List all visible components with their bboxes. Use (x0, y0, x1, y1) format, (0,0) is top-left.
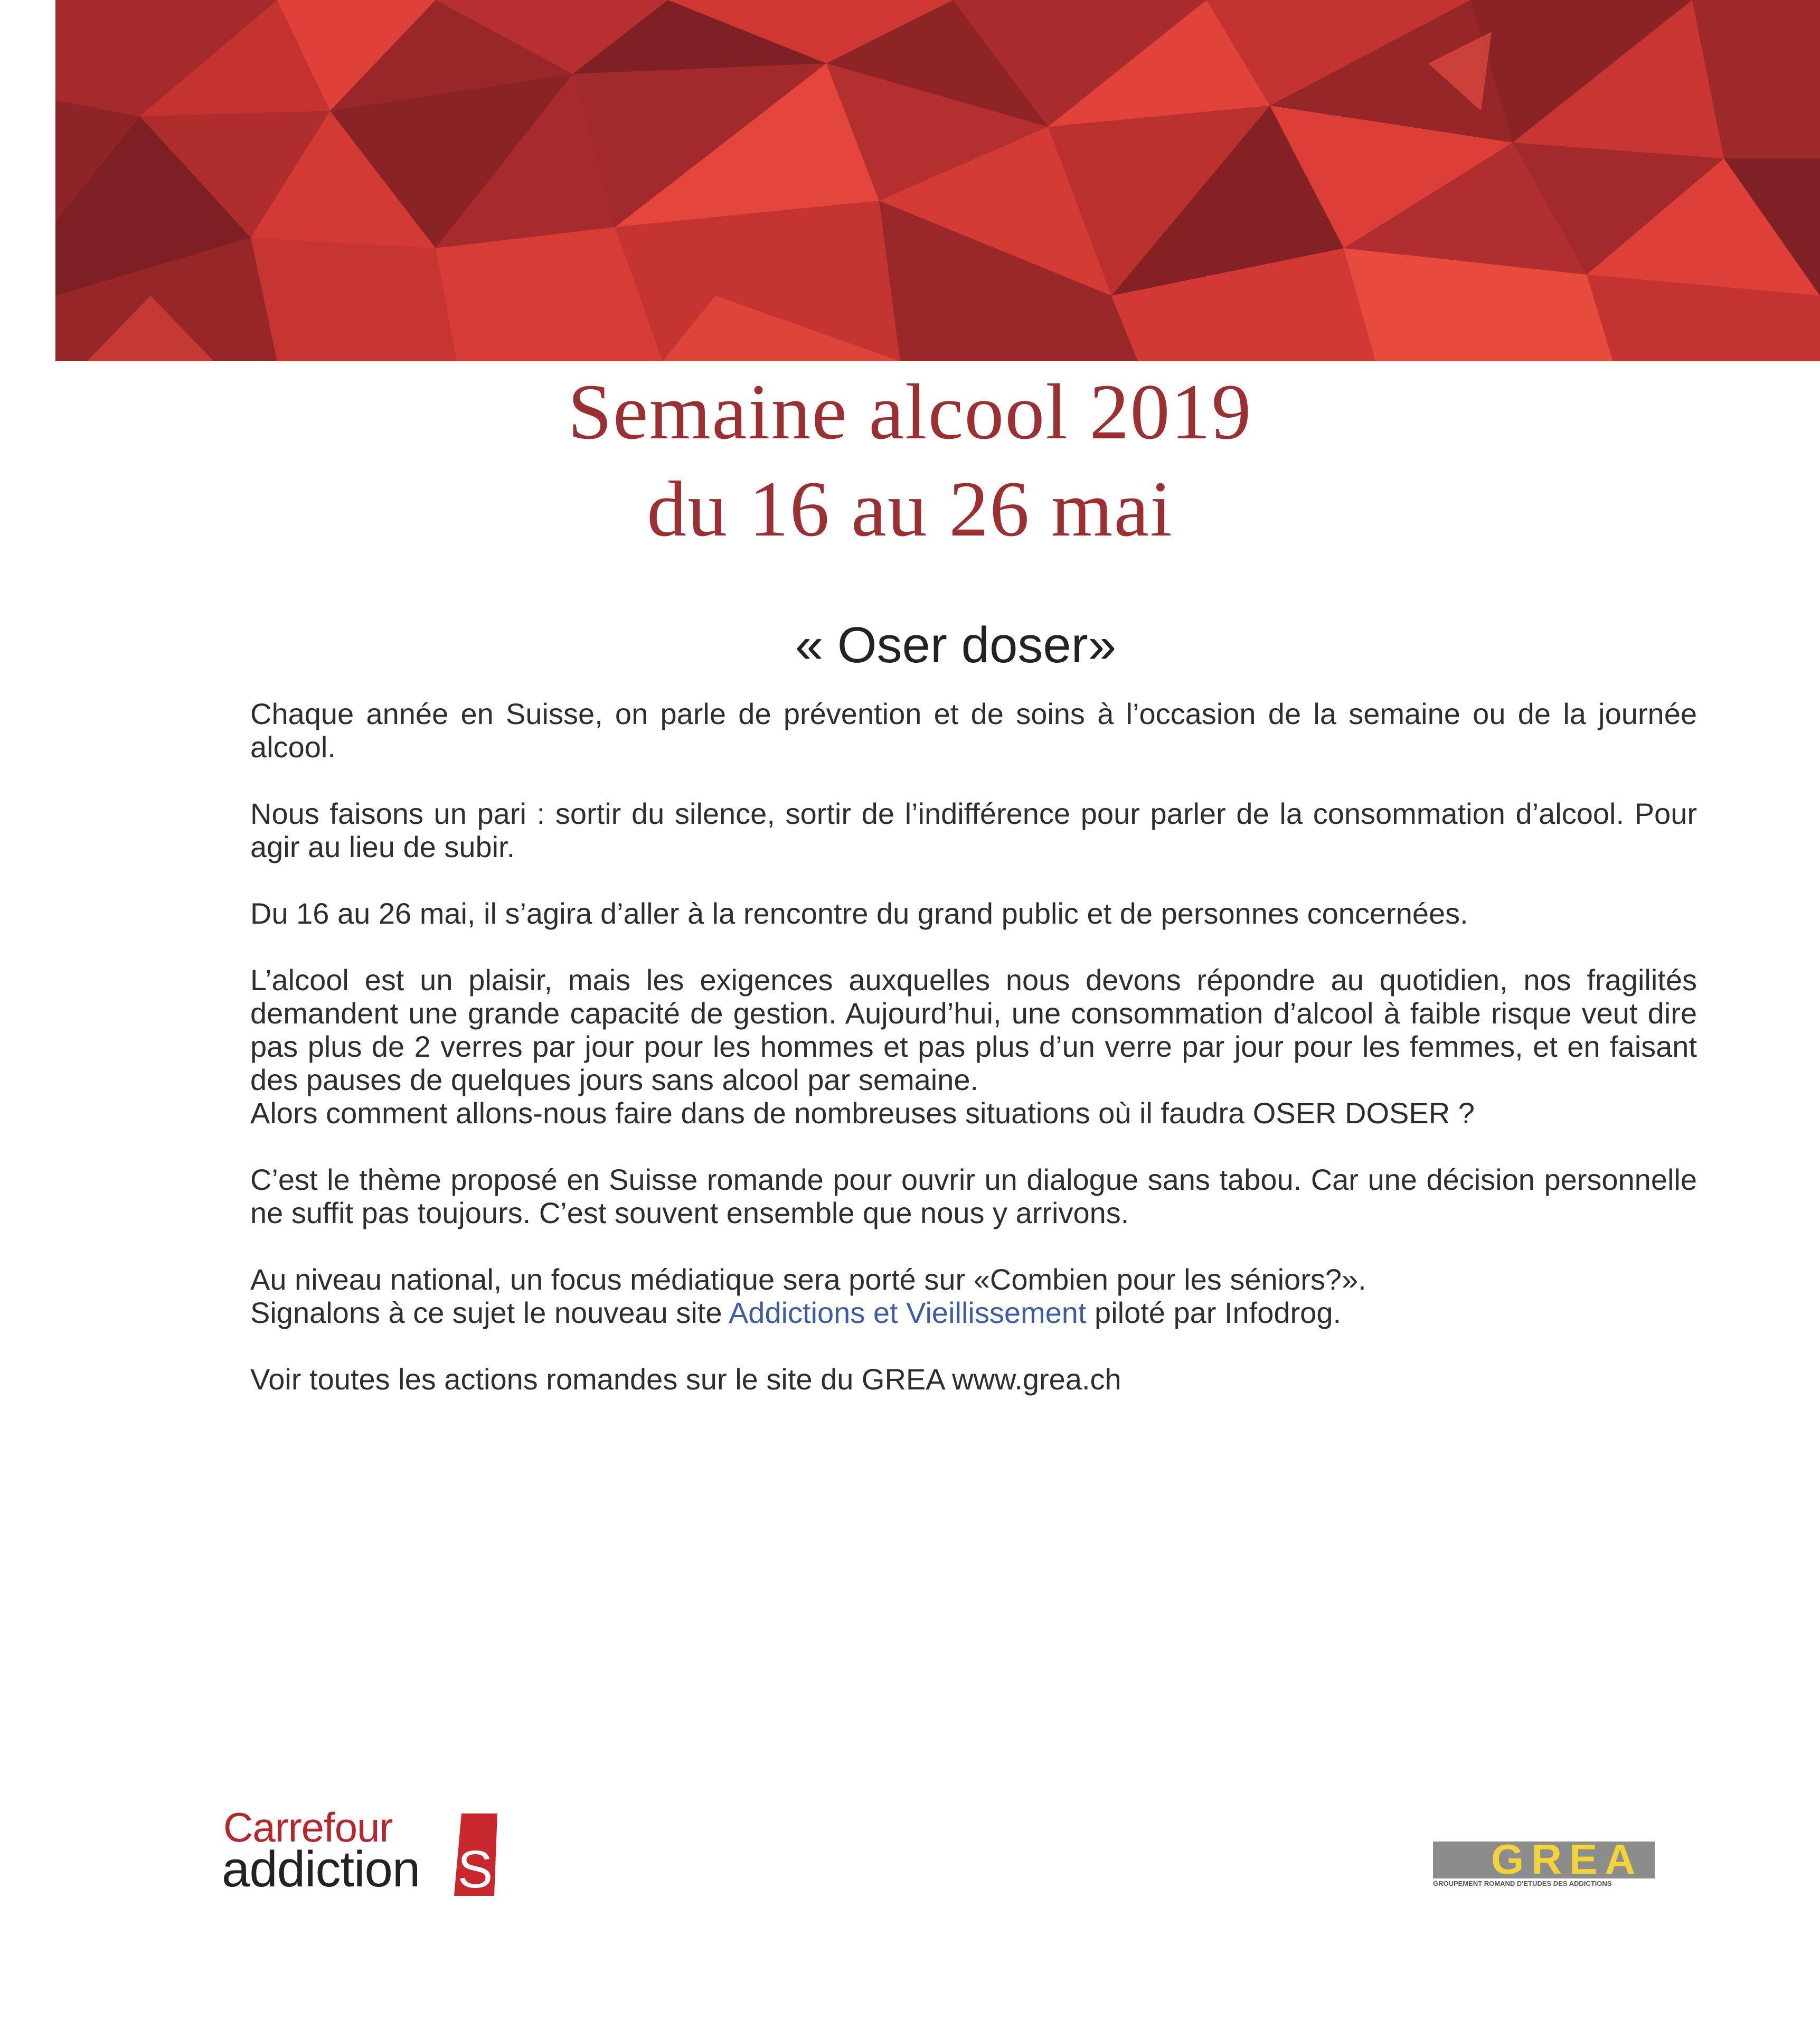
paragraph-dates: Du 16 au 26 mai, il s’agira d’aller à la rencontre du grand public et de personnes concernées. (250, 897, 1468, 930)
page-title-line-2: du 16 au 26 mai (647, 465, 1173, 553)
paragraph-alcool-plaisir: L’alcool est un plaisir, mais les exigences auxquelles nous devons répondre au quotidien, nos fragilités demandent une grande capacité de gestion. Aujourd’hui, une consommation d’alcool à faible risque veut dire pas plus de 2 verres par jour pour les hommes et pas plus d’un verre par jour pour les femmes, et en faisant des pauses de quelques jours sans alcool par semaine. (250, 963, 1697, 1096)
carrefour-logo-line-2: addiction (222, 1841, 420, 1897)
header-banner (55, 0, 1820, 361)
grea-logo-subtitle: GROUPEMENT ROMAND D'ETUDES DES ADDICTIONS (1433, 1880, 1612, 1887)
carrefour-logo-line-1: Carrefour (223, 1804, 393, 1850)
page-title-line-1: Semaine alcool 2019 (568, 368, 1252, 456)
carrefour-s-mark-icon (454, 1814, 497, 1896)
paragraph-theme: C’est le thème proposé en Suisse romande pour ouvrir un dialogue sans tabou. Car une décision personnelle ne suffit pas toujours. C’est souvent ensemble que nous y arrivons. (250, 1163, 1697, 1229)
carrefour-addictions-logo (222, 1806, 507, 1896)
paragraph-signalons (250, 1296, 1697, 1329)
carrefour-s-letter: S (457, 1840, 493, 1896)
paragraph-intro: Chaque année en Suisse, on parle de prévention et de soins à l’occasion de la semaine ou de la journée alcool. (250, 697, 1697, 764)
slogan-heading: « Oser doser» (795, 617, 1117, 673)
paragraph-grea-site: Voir toutes les actions romandes sur le site du GREA www.grea.ch (250, 1363, 1121, 1396)
paragraph-pari: Nous faisons un pari : sortir du silence, sortir de l’indifférence pour parler de la consommation d’alcool. Pour agir au lieu de subir. (250, 797, 1697, 863)
red-polygon-pattern (55, 0, 1820, 361)
signalons-text-after: piloté par Infodrog. (1086, 1296, 1342, 1329)
grea-logo (1433, 1836, 1655, 1889)
signalons-text-before: Signalons à ce sujet le nouveau site (250, 1296, 729, 1329)
grea-logo-word: GREA (1491, 1836, 1643, 1883)
addictions-vieillissement-link[interactable]: Addictions et Vieillissement (728, 1296, 1087, 1329)
paragraph-oser-doser: Alors comment allons-nous faire dans de nombreuses situations où il faudra OSER DOSER ? (250, 1096, 1475, 1130)
article-body (250, 697, 1697, 1429)
paragraph-national: Au niveau national, un focus médiatique sera porté sur «Combien pour les séniors?». (250, 1263, 1366, 1296)
